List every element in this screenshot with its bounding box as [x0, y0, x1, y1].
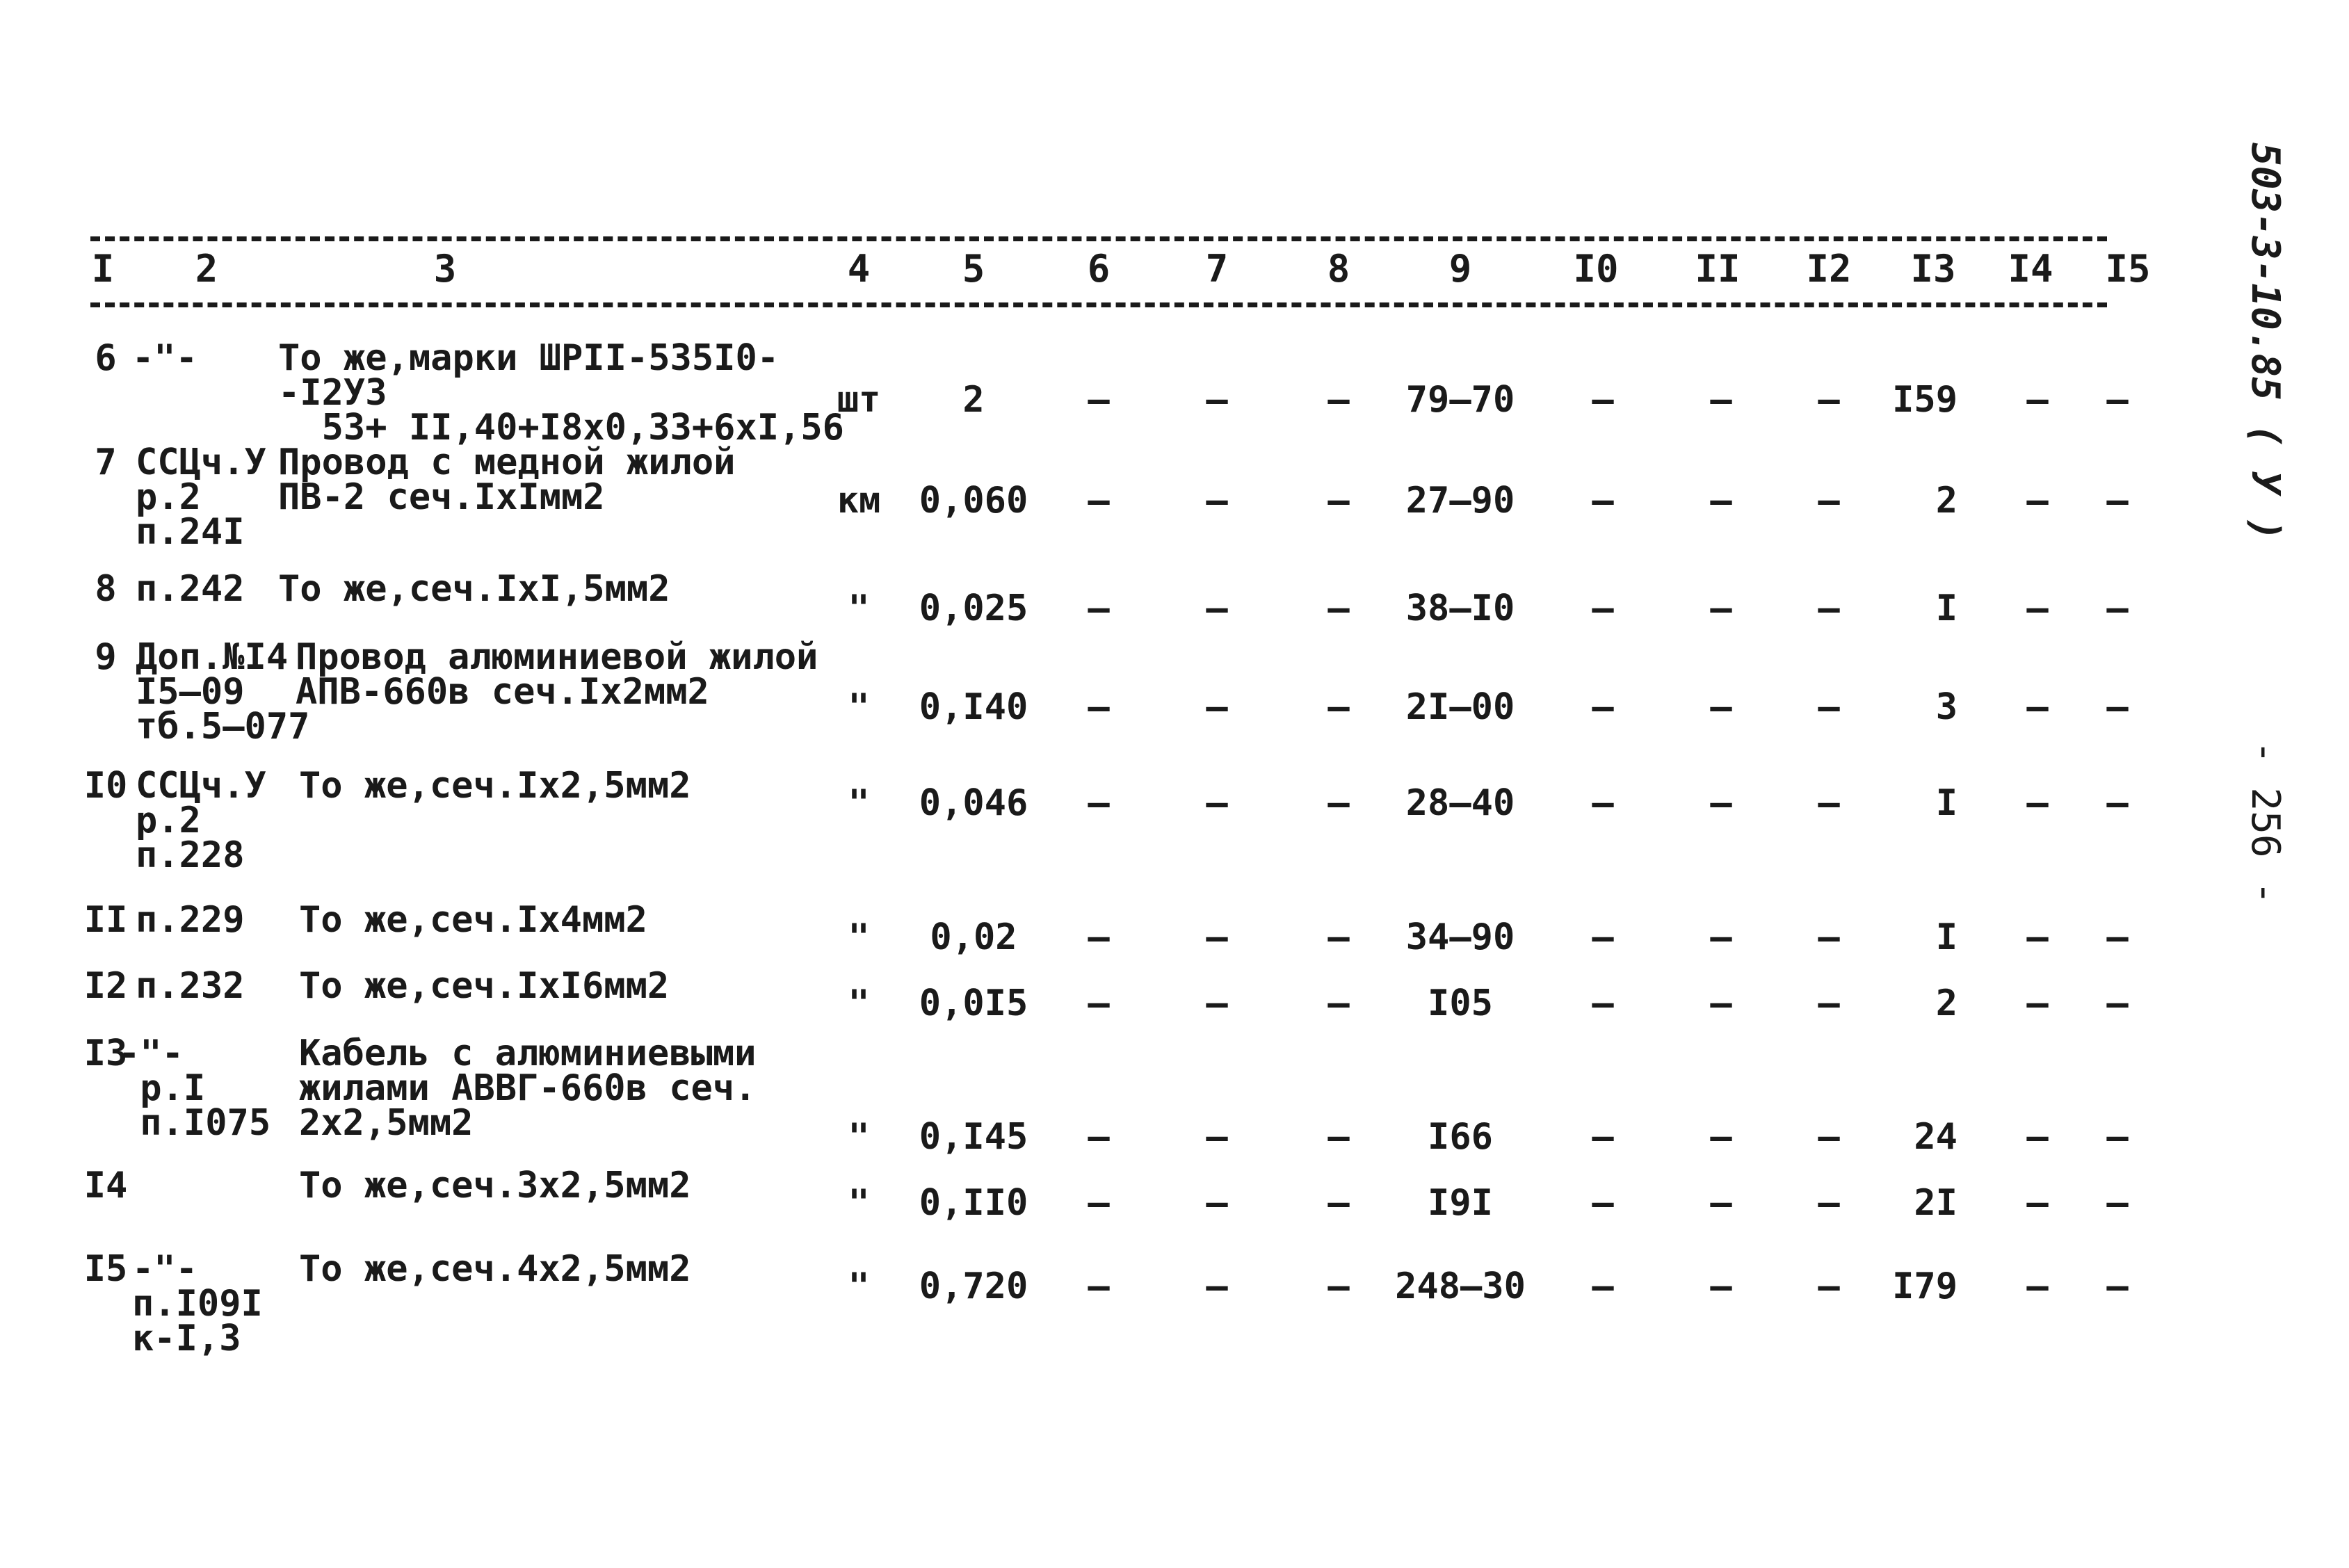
row-col11: –: [1710, 916, 1732, 958]
row-col14: –: [2026, 782, 2049, 824]
row-col7: –: [1206, 480, 1228, 522]
column-header: I0: [1573, 247, 1619, 291]
row-reference: -"-: [132, 337, 197, 379]
row-col12: –: [1818, 379, 1840, 421]
row-col8: –: [1327, 782, 1350, 824]
row-col13: I59: [1892, 379, 1958, 421]
row-unit: шт: [837, 379, 881, 421]
row-col10: –: [1592, 983, 1614, 1024]
row-col11: –: [1710, 782, 1732, 824]
row-col14: –: [2026, 983, 2049, 1024]
row-col13: I: [1935, 782, 1958, 824]
row-col8: –: [1327, 588, 1350, 629]
row-col8: –: [1327, 686, 1350, 728]
row-col10: –: [1592, 1182, 1614, 1224]
row-col15: –: [2106, 983, 2129, 1024]
row-quantity: 2: [962, 379, 985, 421]
row-quantity: 0,II0: [919, 1182, 1028, 1224]
column-header: I5: [2105, 247, 2151, 291]
column-header: 3: [433, 247, 457, 291]
row-number: 7: [95, 442, 117, 483]
row-number: II: [83, 899, 128, 941]
row-col6: –: [1088, 1182, 1110, 1224]
row-unit: ": [848, 1182, 870, 1224]
row-col7: –: [1206, 1116, 1228, 1158]
row-col6: –: [1088, 1266, 1110, 1307]
row-number: 8: [95, 568, 117, 610]
row-col6: –: [1088, 782, 1110, 824]
page-number: - 256 -: [2243, 741, 2288, 905]
row-col12: –: [1818, 916, 1840, 958]
row-col10: –: [1592, 782, 1614, 824]
row-reference: ССЦч.У р.2 п.24I: [136, 442, 266, 553]
column-header: 4: [847, 247, 871, 291]
column-header: 7: [1205, 247, 1229, 291]
row-col15: –: [2106, 1182, 2129, 1224]
row-number: I3: [83, 1033, 128, 1074]
row-number: I0: [83, 765, 128, 807]
row-col15: –: [2106, 916, 2129, 958]
row-number: I2: [83, 965, 128, 1007]
row-col6: –: [1088, 588, 1110, 629]
row-col7: –: [1206, 1266, 1228, 1307]
row-col12: –: [1818, 480, 1840, 522]
row-col15: –: [2106, 686, 2129, 728]
row-quantity: 0,025: [919, 588, 1028, 629]
row-unit: ": [848, 686, 870, 728]
row-col10: –: [1592, 588, 1614, 629]
row-col12: –: [1818, 1266, 1840, 1307]
row-col7: –: [1206, 1182, 1228, 1224]
row-col6: –: [1088, 916, 1110, 958]
column-header: 2: [195, 247, 218, 291]
row-price: 27–90: [1405, 480, 1515, 522]
row-col13: I: [1935, 588, 1958, 629]
row-col10: –: [1592, 686, 1614, 728]
row-unit: ": [848, 1266, 870, 1307]
row-price: I05: [1428, 983, 1493, 1024]
row-col11: –: [1710, 480, 1732, 522]
row-col10: –: [1592, 916, 1614, 958]
row-col11: –: [1710, 1116, 1732, 1158]
row-reference: Доп.№I4 I5–09 тб.5–077: [136, 636, 310, 747]
row-description: То же,сеч.IxI,5мм2: [278, 568, 670, 610]
row-unit: ": [848, 1116, 870, 1158]
row-col12: –: [1818, 1182, 1840, 1224]
row-col6: –: [1088, 983, 1110, 1024]
row-col11: –: [1710, 686, 1732, 728]
row-col11: –: [1710, 379, 1732, 421]
row-description: Провод с медной жилой ПВ-2 сеч.IxIмм2: [278, 442, 736, 518]
row-col13: I: [1935, 916, 1958, 958]
row-col13: 3: [1935, 686, 1958, 728]
row-col8: –: [1327, 480, 1350, 522]
column-header: 9: [1448, 247, 1472, 291]
row-col7: –: [1206, 588, 1228, 629]
row-number: I4: [83, 1165, 128, 1206]
row-price: 2I–00: [1405, 686, 1515, 728]
row-col8: –: [1327, 983, 1350, 1024]
row-col11: –: [1710, 1266, 1732, 1307]
row-price: 34–90: [1405, 916, 1515, 958]
row-col15: –: [2106, 1116, 2129, 1158]
row-price: I66: [1428, 1116, 1493, 1158]
row-quantity: 0,I45: [919, 1116, 1028, 1158]
row-col6: –: [1088, 480, 1110, 522]
row-reference: п.232: [136, 965, 245, 1007]
row-price: I9I: [1428, 1182, 1493, 1224]
row-col8: –: [1327, 1182, 1350, 1224]
row-description: То же,сеч.IxI6мм2: [299, 965, 670, 1007]
row-quantity: 0,0I5: [919, 983, 1028, 1024]
row-col8: –: [1327, 1266, 1350, 1307]
row-description: То же,сеч.Ix4мм2: [299, 899, 647, 941]
row-col15: –: [2106, 588, 2129, 629]
row-col13: I79: [1892, 1266, 1958, 1307]
row-description: То же,марки ШРII-535I0- -I2УЗ 53+ II,40+I8x0,33+6xI,56: [278, 337, 844, 448]
header-top-rule: [90, 236, 2107, 241]
row-col6: –: [1088, 379, 1110, 421]
row-price: 38–I0: [1405, 588, 1515, 629]
row-quantity: 0,I40: [919, 686, 1028, 728]
row-col12: –: [1818, 686, 1840, 728]
row-col14: –: [2026, 916, 2049, 958]
row-col12: –: [1818, 1116, 1840, 1158]
column-header: 6: [1087, 247, 1111, 291]
column-header: I4: [2008, 247, 2053, 291]
column-header: II: [1695, 247, 1741, 291]
row-reference: -"- р.I п.I075: [118, 1033, 271, 1144]
row-col15: –: [2106, 480, 2129, 522]
row-col14: –: [2026, 480, 2049, 522]
row-number: 9: [95, 636, 117, 678]
row-price: 248–30: [1395, 1266, 1526, 1307]
row-unit: км: [837, 480, 881, 522]
row-col14: –: [2026, 588, 2049, 629]
column-header: 5: [962, 247, 985, 291]
row-col15: –: [2106, 379, 2129, 421]
row-reference: п.242: [136, 568, 245, 610]
row-price: 79–70: [1405, 379, 1515, 421]
row-col12: –: [1818, 983, 1840, 1024]
column-header: 8: [1327, 247, 1350, 291]
row-col15: –: [2106, 782, 2129, 824]
row-col12: –: [1818, 588, 1840, 629]
row-quantity: 0,02: [930, 916, 1017, 958]
row-col14: –: [2026, 1182, 2049, 1224]
row-col7: –: [1206, 916, 1228, 958]
row-col6: –: [1088, 686, 1110, 728]
row-quantity: 0,060: [919, 480, 1028, 522]
row-unit: ": [848, 782, 870, 824]
row-col7: –: [1206, 686, 1228, 728]
row-col10: –: [1592, 379, 1614, 421]
row-col8: –: [1327, 379, 1350, 421]
row-col14: –: [2026, 1116, 2049, 1158]
row-description: То же,сеч.3x2,5мм2: [299, 1165, 691, 1206]
column-header: I3: [1910, 247, 1956, 291]
row-col10: –: [1592, 480, 1614, 522]
row-col8: –: [1327, 916, 1350, 958]
row-col14: –: [2026, 686, 2049, 728]
row-col13: 24: [1914, 1116, 1958, 1158]
document-code: 503-3-10.85 ( У ): [2243, 143, 2288, 542]
row-col15: –: [2106, 1266, 2129, 1307]
row-col13: 2I: [1914, 1182, 1958, 1224]
row-col11: –: [1710, 1182, 1732, 1224]
row-col12: –: [1818, 782, 1840, 824]
row-col10: –: [1592, 1266, 1614, 1307]
row-price: 28–40: [1405, 782, 1515, 824]
row-col7: –: [1206, 782, 1228, 824]
row-col7: –: [1206, 983, 1228, 1024]
row-number: 6: [95, 337, 117, 379]
row-quantity: 0,046: [919, 782, 1028, 824]
row-col8: –: [1327, 1116, 1350, 1158]
row-col13: 2: [1935, 983, 1958, 1024]
row-reference: п.229: [136, 899, 245, 941]
row-quantity: 0,720: [919, 1266, 1028, 1307]
row-unit: ": [848, 588, 870, 629]
column-header: I: [91, 247, 115, 291]
row-col11: –: [1710, 983, 1732, 1024]
row-col10: –: [1592, 1116, 1614, 1158]
row-reference: -"- п.I09I к-I,3: [132, 1248, 263, 1359]
row-description: Провод алюминиевой жилой АПВ-660в сеч.Ix2мм2: [296, 636, 818, 713]
row-number: I5: [83, 1248, 128, 1290]
row-description: То же,сеч.Ix2,5мм2: [299, 765, 691, 807]
row-col14: –: [2026, 1266, 2049, 1307]
row-col14: –: [2026, 379, 2049, 421]
row-unit: ": [848, 916, 870, 958]
header-bottom-rule: [90, 302, 2107, 307]
row-description: То же,сеч.4x2,5мм2: [299, 1248, 691, 1290]
column-header: I2: [1806, 247, 1852, 291]
row-col6: –: [1088, 1116, 1110, 1158]
row-description: Кабель с алюминиевыми жилами АВВГ-660в сеч. 2x2,5мм2: [299, 1033, 757, 1144]
row-col11: –: [1710, 588, 1732, 629]
row-col7: –: [1206, 379, 1228, 421]
row-reference: ССЦч.У р.2 п.228: [136, 765, 266, 876]
row-col13: 2: [1935, 480, 1958, 522]
row-unit: ": [848, 983, 870, 1024]
